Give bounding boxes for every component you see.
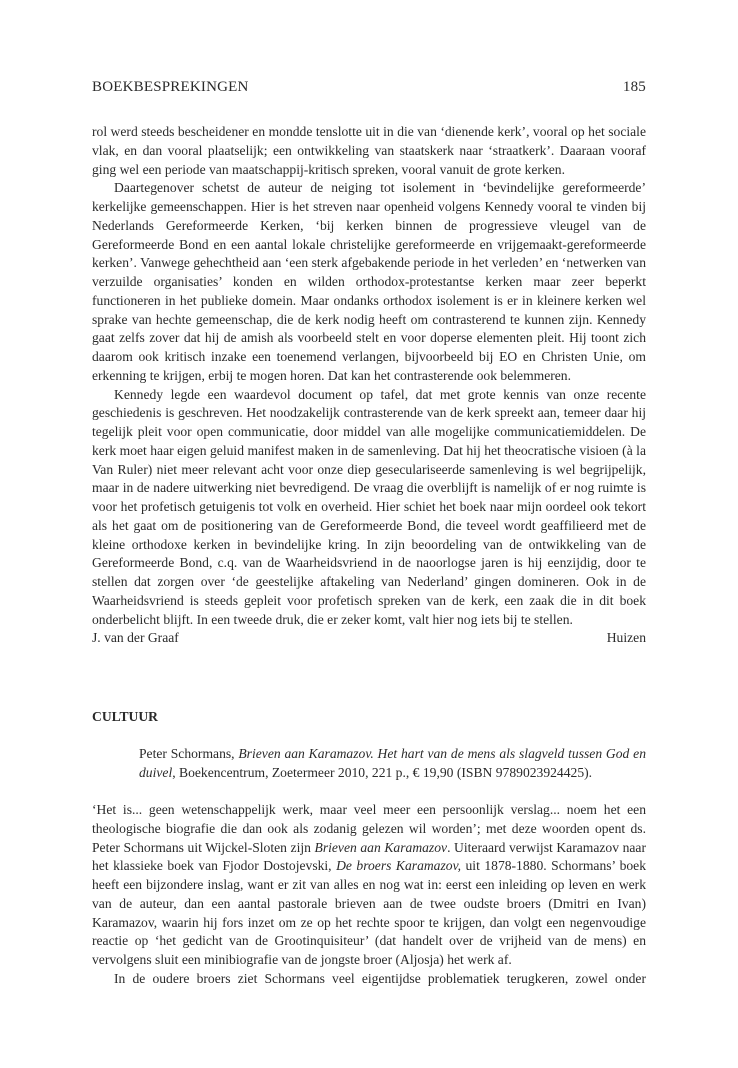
- culture-text: . Uiteraard verwijst Karamazov naar het klassieke boek van Fjodor Dostojevski,: [92, 839, 646, 874]
- book-title-italic: Brieven aan Karamazov: [314, 839, 448, 855]
- culture-review-body: [92, 801, 646, 989]
- reviewer-place: Huizen: [606, 630, 646, 646]
- reviewer-name: J. van der Graaf: [92, 630, 179, 646]
- culture-paragraph: In de oudere broers ziet Schormans veel eigentijdse problematiek terugkeren, zowel onder: [114, 970, 646, 986]
- review-paragraph: Kennedy legde een waardevol document op tafel, dat met grote kennis van onze recente geschiedenis is geschreven. Het noodzakelijk contrasterende van de kerk spreekt aan, temeer daar hij tegelijk pleit voor open communicatie, door middel van alle mogelijke communicatiemiddelen. De kerk moet haar eigen geluid manifest maken in de samenleving. Dat hij het theocratische visioen (à la Van Ruler) niet meer relevant acht voor onze diep geseculariseerde samenleving is wel begrijpelijk, maar in de nadere uitwerking niet bevredigend. De vraag die overblijft is namelijk of er nog ruimte is voor het profetisch getuigenis tot volk en overheid. Hier schiet het boek naar mijn oordeel ook tekort als het gaat om de positionering van de Gereformeerde Bond, die teveel wordt geaffilieerd met de kleine orthodoxe kerken in bevindelijke kring. In zijn beoordeling van de ontwikkeling van de Gereformeerde Bond, c.q. van de Waarheidsvriend in de naoorlogse jaren is hij eenzijdig, door te stellen dat zorgen over ‘de geestelijke aftakeling van Nederland’ gingen domineren. Ook in de Waarheidsvriend is steeds gepleit voor profetisch spreken van de kerk, een zaak die in dit boek onderbelicht blijft. In een tweede druk, die er zeker komt, valt hier nog iets bij te stellen.: [92, 386, 646, 627]
- citation-title: Brieven aan Karamazov. Het hart van de mens als slagveld tussen God en duivel: [139, 746, 646, 780]
- book-citation: [139, 745, 646, 783]
- culture-paragraph: [92, 801, 646, 970]
- review-signoff: [92, 629, 646, 648]
- review-body: [92, 123, 646, 648]
- section-heading: CULTUUR: [92, 709, 158, 724]
- section-title: BOEKBESPREKINGEN: [92, 79, 249, 95]
- review-paragraph: Daartegenover schetst de auteur de neiging tot isolement in ‘bevindelijke gereformeerde’ kerkelijke gemeenschappen. Hier is het streven naar openheid volgens Kennedy vooral te vinden bij Nederlands Gereformeerde Kerken, ‘bij kerken binnen de progressieve vleugel van de Gereformeerde Bond en een aantal lokale christelijke gereformeerde en vrijgemaakt-gereformeerde kerken’. Vanwege gehechtheid aan ‘een sterk afgebakende periode in het verleden’ en ‘netwerken van verzuilde organisaties’ konden en wilden orthodox-protestantse kerken maar zeer beperkt functioneren in het publieke domein. Maar ondanks orthodox isolement is er in kleinere kerken wel sprake van hechte gemeenschap, die de kerk nodig heeft om contrasterend te kunnen zijn. Kennedy gaat zelfs zover dat hij de amish als voorbeeld stelt en voor doperse elementen pleit. Hij toont zich daarom ook kritisch inzake een toenemend verlangen, bijvoorbeeld bij EO en Christen Unie, om erkenning te krijgen, erbij te mogen horen. Dat kan het contrasterende ook belemmeren.: [92, 180, 646, 383]
- citation-text: [139, 745, 646, 783]
- citation-details: , Boekencentrum, Zoetermeer 2010, 221 p., € 19,90 (ISBN 9789023924425).: [172, 764, 593, 780]
- citation-author: Peter Schormans,: [139, 746, 239, 761]
- review-paragraph: rol werd steeds bescheidener en mondde tenslotte uit in die van ‘dienende kerk’, vooral op het sociale vlak, en dan vooral plaatselijk; een ontwikkeling van staatskerk naar ‘straatkerk’. Daaraan vooraf ging wel een periode van maatschappij-kritisch spreken, vooral vanuit de grote kerken.: [92, 124, 646, 177]
- culture-text: uit 1878-1880. Schormans’ boek heeft een bijzondere inslag, want er zit van alles en nog wat in: eerst een inleiding op leven en werk van de auteur, dan een aantal pastorale brieven aan de twee oudste broers (Dmitri en Ivan) Karamazov, waarin hij fors inzet om ze op het rechte spoor te krijgen, dan volgt een negenvoudige reactie op ‘het gedicht van de Grootinquisiteur’ (dat handelt over de vrijheid van de mens) en vervolgens sluit een minibiografie van de jongste broer (Aljosja) het werk af.: [92, 858, 646, 967]
- book-title-italic: De broers Karamazov,: [336, 858, 461, 874]
- page-number: 185: [622, 79, 646, 95]
- culture-text: ‘Het is... geen wetenschappelijk werk, maar veel meer een persoonlijk verslag... noem het een theologische biografie die dan ook als zodanig gelezen wil worden’; met deze woorden opent ds. Peter Schormans uit Wijckel-Sloten zijn: [92, 802, 646, 855]
- running-header: [92, 78, 646, 97]
